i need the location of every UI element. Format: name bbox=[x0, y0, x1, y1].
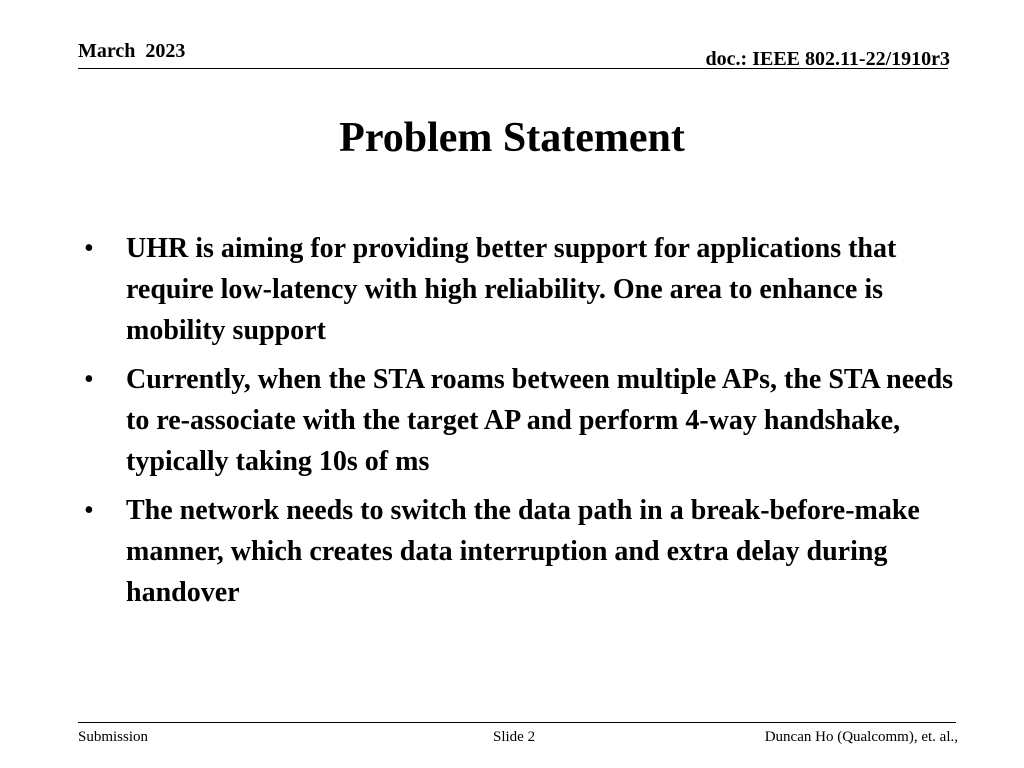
footer-author: Duncan Ho (Qualcomm), et. al., bbox=[764, 729, 958, 745]
bullet-list bbox=[84, 228, 964, 621]
slide-number: Slide 2 bbox=[493, 729, 536, 745]
bullet-item bbox=[84, 359, 964, 482]
bullet-text: The network needs to switch the data path in a break-before-make manner, which creates data interruption and extra delay during handover bbox=[126, 495, 920, 608]
footer-submission: Submission bbox=[78, 729, 149, 745]
bullet-icon: • bbox=[84, 233, 94, 264]
bullet-icon: • bbox=[84, 495, 94, 526]
bullet-item bbox=[84, 490, 964, 613]
document-id: doc.: IEEE 802.11-22/1910r3 bbox=[705, 48, 950, 70]
footer-divider bbox=[78, 722, 956, 723]
bullet-icon: • bbox=[84, 364, 94, 395]
bullet-text: Currently, when the STA roams between multiple APs, the STA needs to re-associate with the target AP and perform 4-way handshake, typically taking 10s of ms bbox=[126, 364, 954, 477]
bullet-text: UHR is aiming for providing better support for applications that require low-latency with high reliability. One area to enhance is mobility support bbox=[126, 233, 897, 346]
header-divider bbox=[78, 68, 948, 69]
header-date: March 2023 bbox=[78, 40, 186, 62]
bullet-item bbox=[84, 228, 964, 351]
slide-title: Problem Statement bbox=[339, 115, 685, 161]
